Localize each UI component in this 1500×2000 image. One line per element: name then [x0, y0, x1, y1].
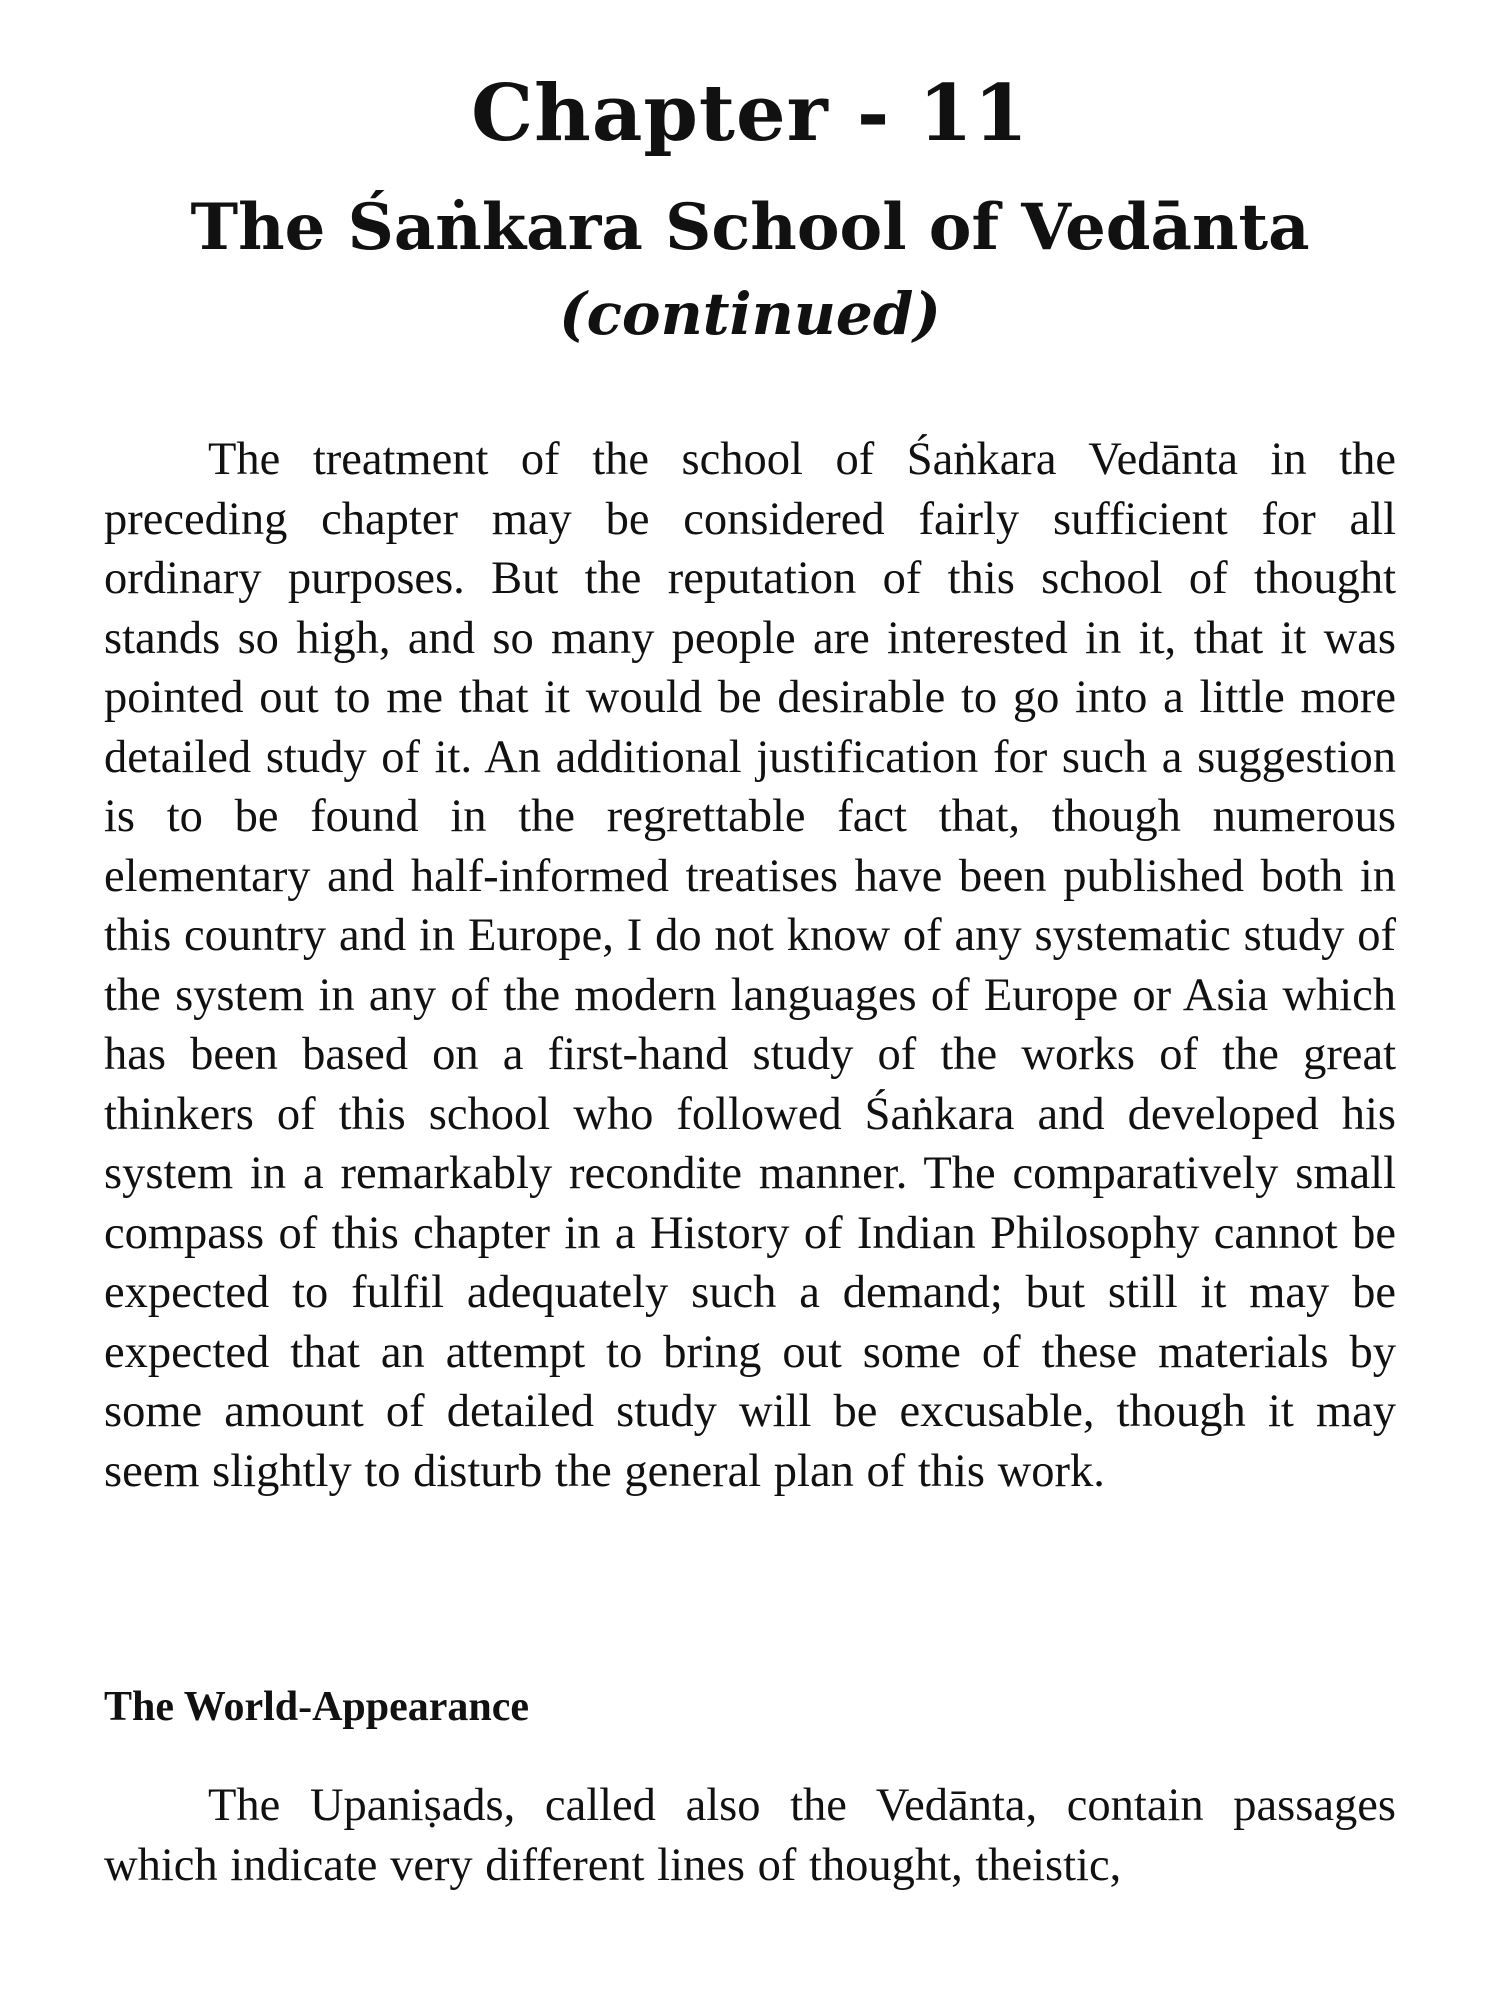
body-paragraph-intro: The treatment of the school of Śaṅkara Vedānta in the preceding chapter may be considered fairly sufficient for all ordinary purposes. But the reputation of this school of thought stands so high, and so many people are interested in it, that it was pointed out to me that it would be desirable to go into a little more detailed study of it. An additional justification for such a suggestion is to be found in the regrettable fact that, though numerous elementary and half-informed treatises have been published both in this country and in Europe, I do not know of any systematic study of the system in any of the modern languages of Europe or Asia which has been based on a first-hand study of the works of the great thinkers of this school who followed Śaṅkara and developed his system in a remarkably recondite manner. The comparatively small compass of this chapter in a History of Indian Philosophy cannot be expected to fulfil adequately such a demand; but still it may be expected that an attempt to bring out some of these materials by some amount of detailed study will be excusable, though it may seem slightly to disturb the general plan of this work.: [104, 434, 1396, 1497]
chapter-title: The Śaṅkara School of Vedānta: [190, 190, 1310, 265]
chapter-subtitle: (continued): [559, 280, 941, 348]
section-heading: The World-Appearance: [104, 1684, 530, 1730]
chapter-number: Chapter - 11: [471, 68, 1029, 159]
body-paragraph-upanisads: The Upaniṣads, called also the Vedānta, contain passages which indicate very different lines of thought, theistic,: [104, 1780, 1396, 1891]
